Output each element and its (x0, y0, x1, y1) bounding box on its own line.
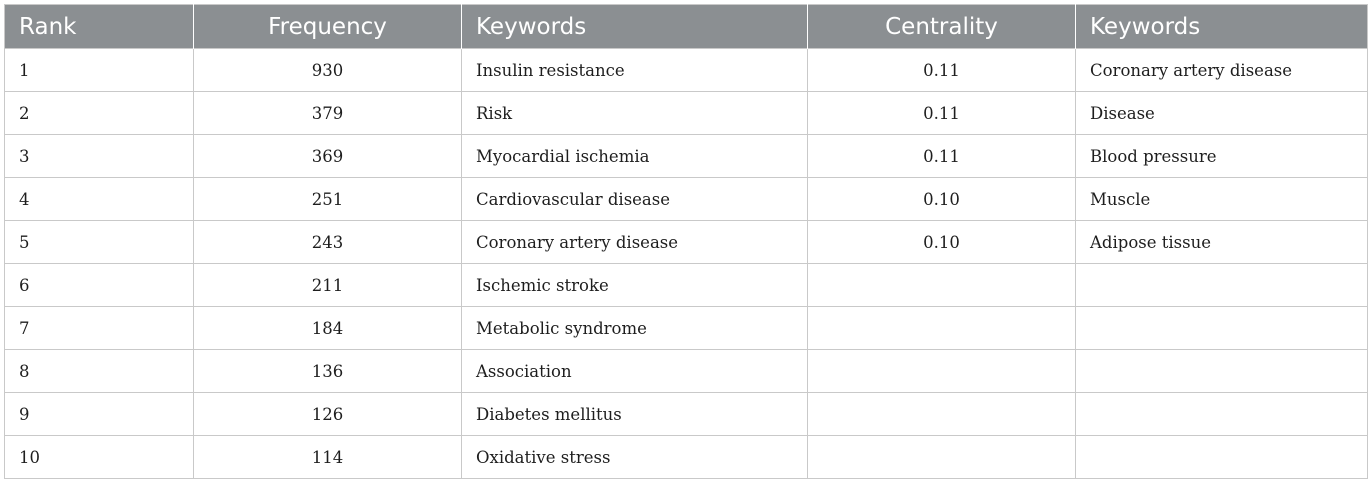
centrality-cell (808, 393, 1076, 436)
centrality-keyword-cell (1076, 436, 1368, 479)
keyword-cell: Oxidative stress (462, 436, 808, 479)
rank-cell: 7 (5, 307, 194, 350)
centrality-cell: 0.10 (808, 221, 1076, 264)
frequency-cell: 184 (194, 307, 462, 350)
keyword-cell: Myocardial ischemia (462, 135, 808, 178)
table-row (5, 49, 1368, 92)
keyword-cell: Metabolic syndrome (462, 307, 808, 350)
frequency-cell: 211 (194, 264, 462, 307)
rank-cell: 3 (5, 135, 194, 178)
frequency-cell: 379 (194, 92, 462, 135)
centrality-keyword-cell: Coronary artery disease (1076, 49, 1368, 92)
keyword-cell: Cardiovascular disease (462, 178, 808, 221)
header-frequency: Frequency (194, 5, 462, 49)
header-centrality-keywords: Keywords (1076, 5, 1368, 49)
rank-cell: 9 (5, 393, 194, 436)
header-keywords: Keywords (462, 5, 808, 49)
centrality-cell: 0.11 (808, 49, 1076, 92)
centrality-cell (808, 264, 1076, 307)
centrality-keyword-cell: Disease (1076, 92, 1368, 135)
centrality-cell: 0.11 (808, 92, 1076, 135)
keyword-cell: Risk (462, 92, 808, 135)
header-row (5, 5, 1368, 49)
centrality-cell: 0.10 (808, 178, 1076, 221)
table-row (5, 92, 1368, 135)
table-row (5, 350, 1368, 393)
rank-cell: 6 (5, 264, 194, 307)
table-row (5, 178, 1368, 221)
table-row (5, 393, 1368, 436)
header-centrality: Centrality (808, 5, 1076, 49)
table-row (5, 307, 1368, 350)
rank-cell: 5 (5, 221, 194, 264)
frequency-cell: 126 (194, 393, 462, 436)
keyword-cell: Insulin resistance (462, 49, 808, 92)
centrality-cell (808, 436, 1076, 479)
frequency-cell: 251 (194, 178, 462, 221)
rank-cell: 1 (5, 49, 194, 92)
keyword-cell: Diabetes mellitus (462, 393, 808, 436)
centrality-keyword-cell (1076, 350, 1368, 393)
frequency-cell: 930 (194, 49, 462, 92)
keyword-cell: Association (462, 350, 808, 393)
keyword-cell: Coronary artery disease (462, 221, 808, 264)
centrality-keyword-cell: Adipose tissue (1076, 221, 1368, 264)
centrality-keyword-cell (1076, 393, 1368, 436)
table-row (5, 264, 1368, 307)
frequency-cell: 243 (194, 221, 462, 264)
centrality-cell (808, 350, 1076, 393)
centrality-keyword-cell: Blood pressure (1076, 135, 1368, 178)
rank-cell: 4 (5, 178, 194, 221)
rank-cell: 8 (5, 350, 194, 393)
rank-cell: 2 (5, 92, 194, 135)
keyword-cell: Ischemic stroke (462, 264, 808, 307)
frequency-cell: 369 (194, 135, 462, 178)
centrality-cell: 0.11 (808, 135, 1076, 178)
keywords-table (4, 4, 1368, 479)
centrality-cell (808, 307, 1076, 350)
table-row (5, 221, 1368, 264)
centrality-keyword-cell (1076, 264, 1368, 307)
table-row (5, 135, 1368, 178)
centrality-keyword-cell: Muscle (1076, 178, 1368, 221)
frequency-cell: 136 (194, 350, 462, 393)
centrality-keyword-cell (1076, 307, 1368, 350)
table-row (5, 436, 1368, 479)
header-rank: Rank (5, 5, 194, 49)
rank-cell: 10 (5, 436, 194, 479)
frequency-cell: 114 (194, 436, 462, 479)
